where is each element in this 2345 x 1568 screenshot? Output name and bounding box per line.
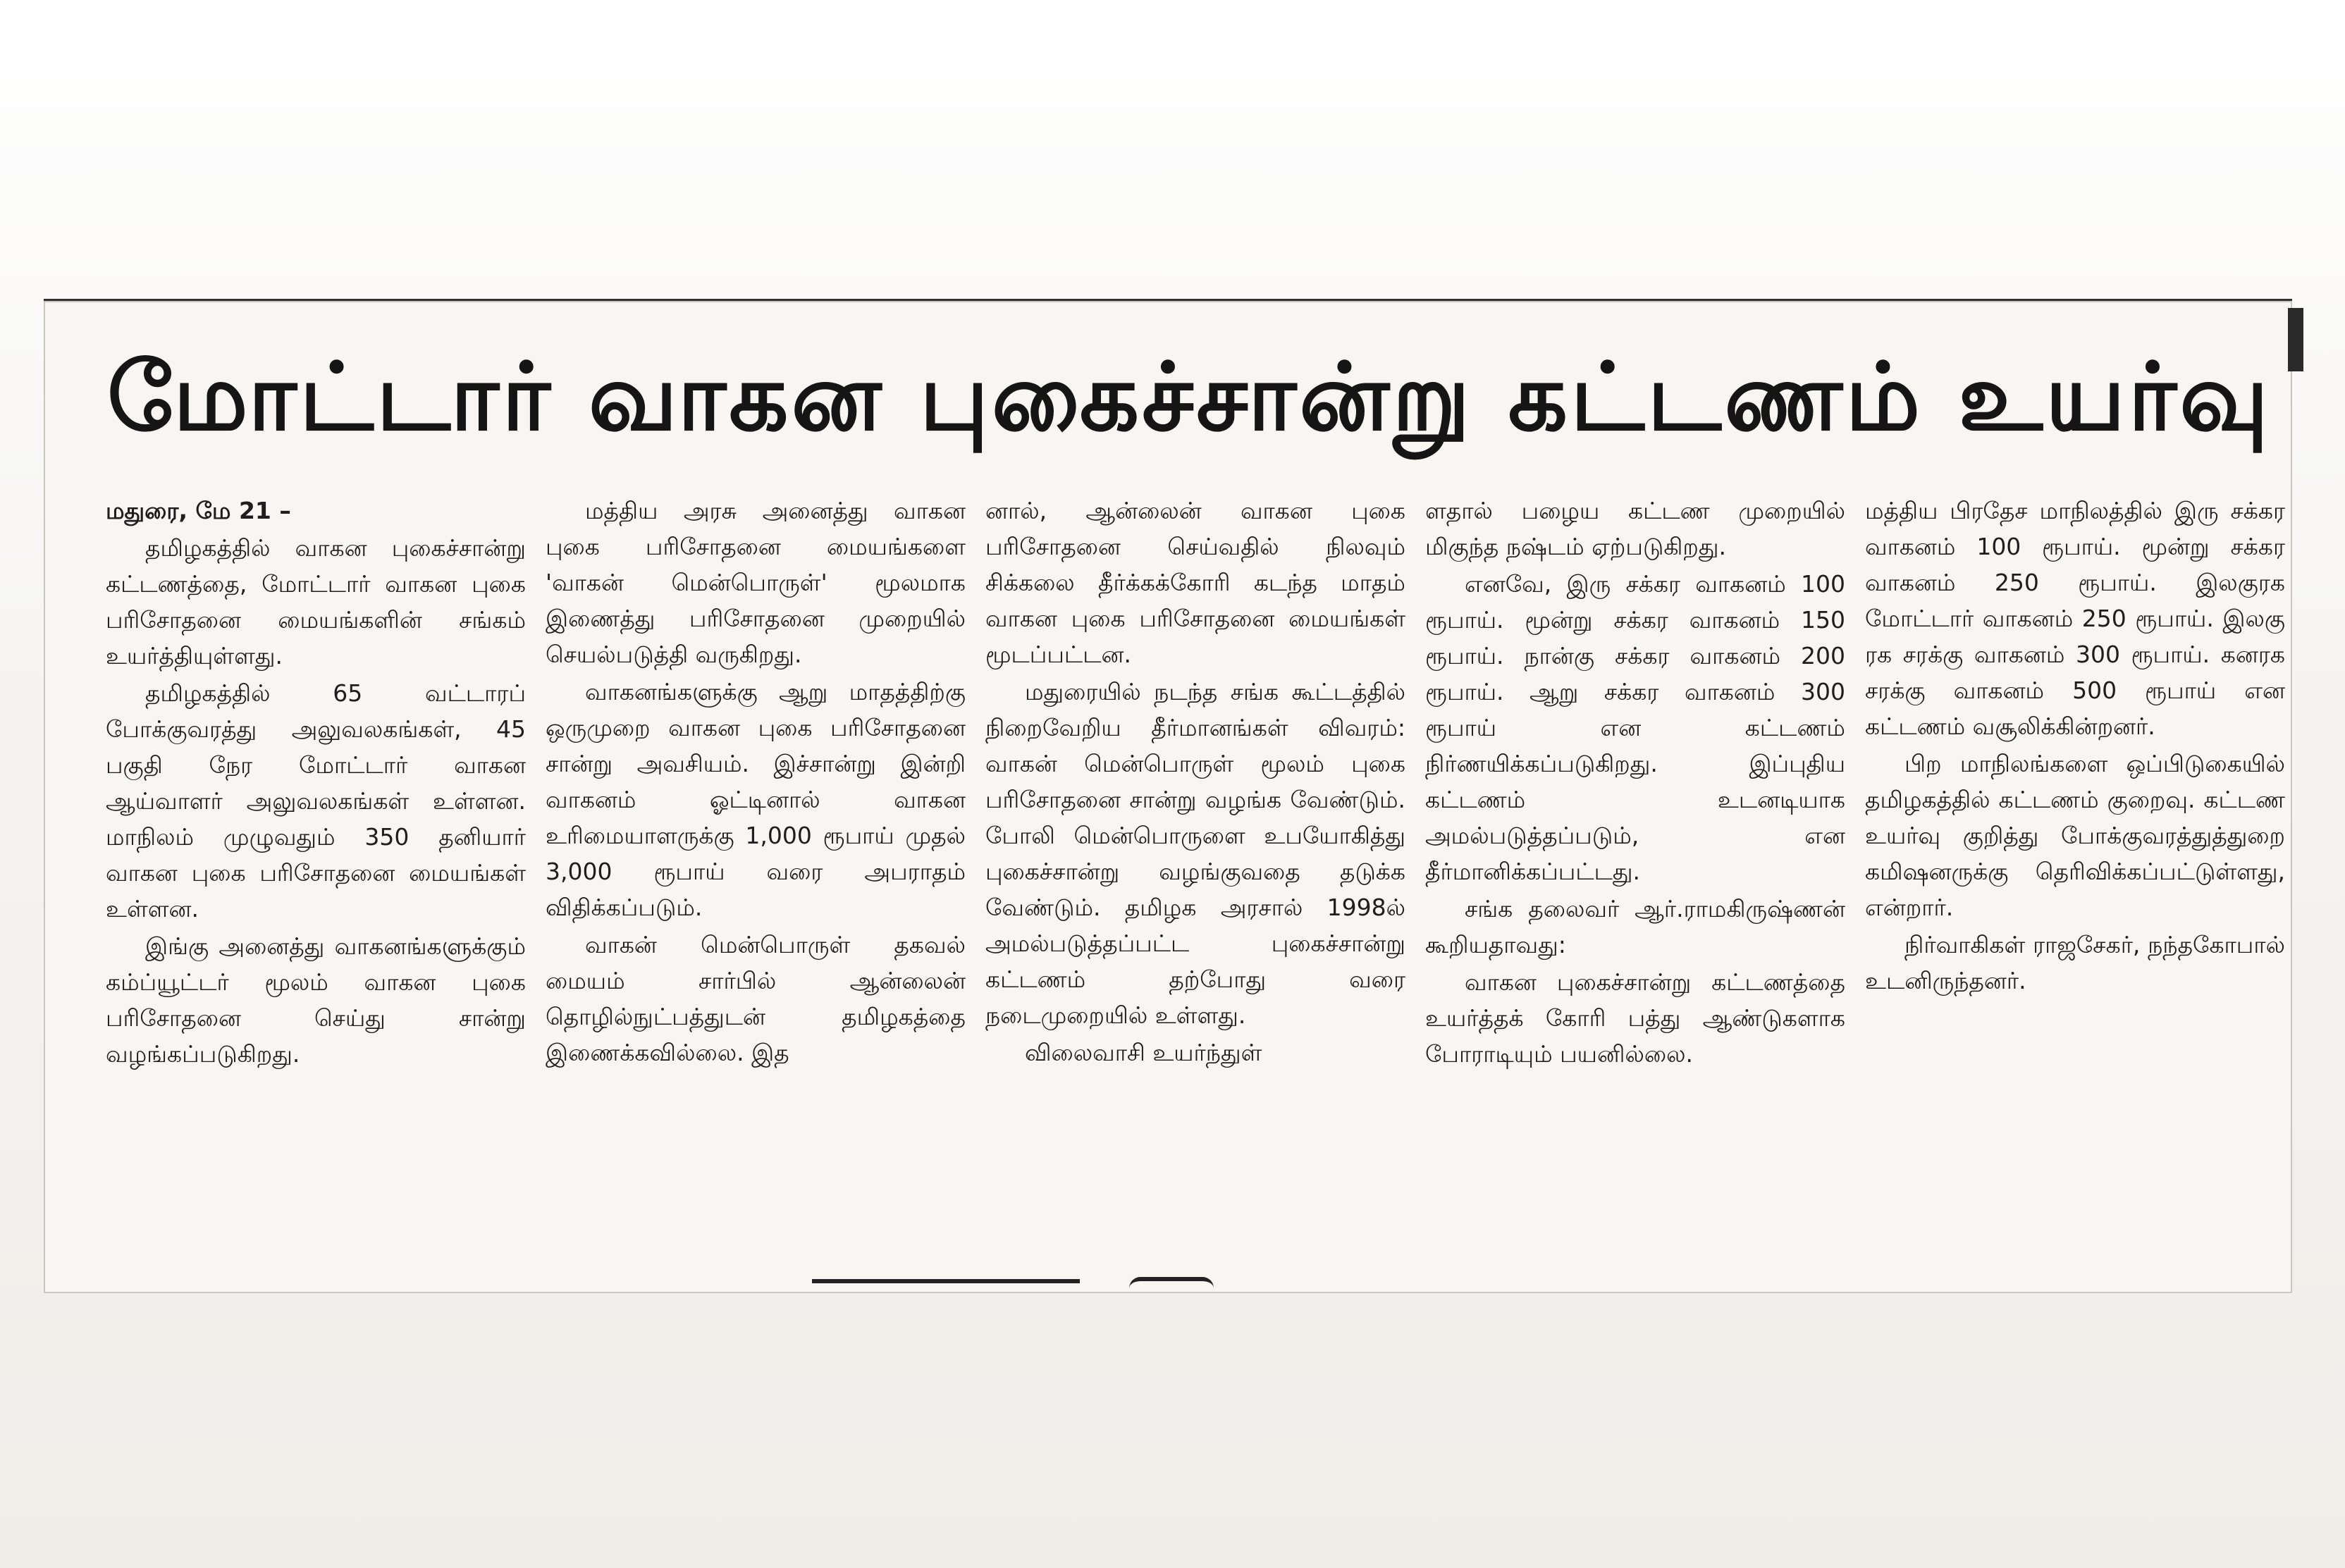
paragraph: வாகன் மென்பொருள் தகவல் மையம் சார்பில் ஆன்லைன் தொழில்நுட்பத்துடன் தமிழகத்தை இணைக்கவில்லை. இத <box>546 931 966 1066</box>
article-column-4 <box>1425 493 1845 1268</box>
dateline: மதுரை, மே 21 – <box>106 497 291 524</box>
paragraph: நிர்வாகிகள் ராஜசேகர், நந்தகோபால் உடனிருந்தனர். <box>1865 931 2285 994</box>
paragraph: மத்திய பிரதேச மாநிலத்தில் இரு சக்கர வாகனம் 100 ரூபாய். மூன்று சக்கர வாகனம் 250 ரூபாய். இலகுரக மோட்டார் வாகனம் 250 ரூபாய். இலகு ரக சரக்கு வாகனம் 300 ரூபாய். கனரக சரக்கு வாகனம் 500 ரூபாய் என கட்டணம் வசூலிக்கின்றனர். <box>1865 497 2285 740</box>
paragraph: வாகனங்களுக்கு ஆறு மாதத்திற்கு ஒருமுறை வாகன புகை பரிசோதனை சான்று அவசியம். இச்சான்று இன்றி வாகனம் ஓட்டினால் வாகன உரிமையாளருக்கு 1,000 ரூபாய் முதல் 3,000 ரூபாய் வரை அபராதம் விதிக்கப்படும். <box>546 678 966 921</box>
paragraph: சங்க தலைவர் ஆர்.ராமகிருஷ்ணன் கூறியதாவது: <box>1425 895 1845 958</box>
article-column-3 <box>985 493 1405 1268</box>
dateline-paragraph <box>106 493 526 529</box>
paragraph: தமிழகத்தில் வாகன புகைச்சான்று கட்டணத்தை, மோட்டார் வாகன புகை பரிசோதனை மையங்களின் சங்கம் உயர்த்தியுள்ளது. <box>106 534 526 669</box>
paragraph: தமிழகத்தில் 65 வட்டாரப் போக்குவரத்து அலுவலகங்கள், 45 பகுதி நேர மோட்டார் வாகன ஆய்வாளர் அலுவலகங்கள் உள்ளன. மாநிலம் முழுவதும் 350 தனியார் வாகன புகை பரிசோதனை மையங்கள் உள்ளன. <box>106 679 526 922</box>
paragraph: னால், ஆன்லைன் வாகன புகை பரிசோதனை செய்வதில் நிலவும் சிக்கலை தீர்க்கக்கோரி கடந்த மாதம் வாகன புகை பரிசோதனை மையங்கள் மூடப்பட்டன. <box>985 497 1405 668</box>
article-columns <box>106 493 2285 1268</box>
bottom-rule <box>812 1279 1080 1283</box>
paragraph: மதுரையில் நடந்த சங்க கூட்டத்தில் நிறைவேறிய தீர்மானங்கள் விவரம்: வாகன் மென்பொருள் மூலம் புகை பரிசோதனை சான்று வழங்க வேண்டும். போலி மென்பொருளை உபயோகித்து புகைச்சான்று வழங்குவதை தடுக்க வேண்டும். தமிழக அரசால் 1998ல் அமல்படுத்தப்பட்ட புகைச்சான்று கட்டணம் தற்போது வரை நடைமுறையில் உள்ளது. <box>985 678 1405 1029</box>
paragraph: இங்கு அனைத்து வாகனங்களுக்கும் கம்ப்யூட்டர் மூலம் வாகன புகை பரிசோதனை செய்து சான்று வழங்கப்படுகிறது. <box>106 932 526 1068</box>
article-column-1 <box>106 493 526 1268</box>
article-column-2 <box>546 493 966 1268</box>
paragraph: பிற மாநிலங்களை ஒப்பிடுகையில் தமிழகத்தில் கட்டணம் குறைவு. கட்டண உயர்வு குறித்து போக்குவரத்துத்துறை கமிஷனருக்கு தெரிவிக்கப்பட்டுள்ளது, என்றார். <box>1865 750 2285 921</box>
paragraph: மத்திய அரசு அனைத்து வாகன புகை பரிசோதனை மையங்களை 'வாகன் மென்பொருள்' மூலமாக இணைத்து பரிசோதனை முறையில் செயல்படுத்தி வருகிறது. <box>546 497 966 668</box>
paragraph: எனவே, இரு சக்கர வாகனம் 100 ரூபாய். மூன்று சக்கர வாகனம் 150 ரூபாய். நான்கு சக்கர வாகனம் 200 ரூபாய். ஆறு சக்கர வாகனம் 300 ரூபாய் என கட்டணம் நிர்ணயிக்கப்படுகிறது. இப்புதிய கட்டணம் உடனடியாக அமல்படுத்தப்படும், என தீர்மானிக்கப்பட்டது. <box>1425 570 1845 885</box>
headline: மோட்டார் வாகன புகைச்சான்று கட்டணம் உயர்வு <box>107 343 2272 452</box>
newspaper-clipping <box>44 299 2292 1293</box>
paragraph: விலைவாசி உயர்ந்துள் <box>1025 1039 1262 1066</box>
bottom-rule-arc <box>1129 1277 1214 1288</box>
article-column-5 <box>1865 493 2285 1268</box>
clipping-edge-mark <box>2288 308 2303 371</box>
paragraph: வாகன புகைச்சான்று கட்டணத்தை உயர்த்தக் கோரி பத்து ஆண்டுகளாக போராடியும் பயனில்லை. <box>1425 968 1845 1068</box>
paragraph: ளதால் பழைய கட்டண முறையில் மிகுந்த நஷ்டம் ஏற்படுகிறது. <box>1425 497 1845 560</box>
